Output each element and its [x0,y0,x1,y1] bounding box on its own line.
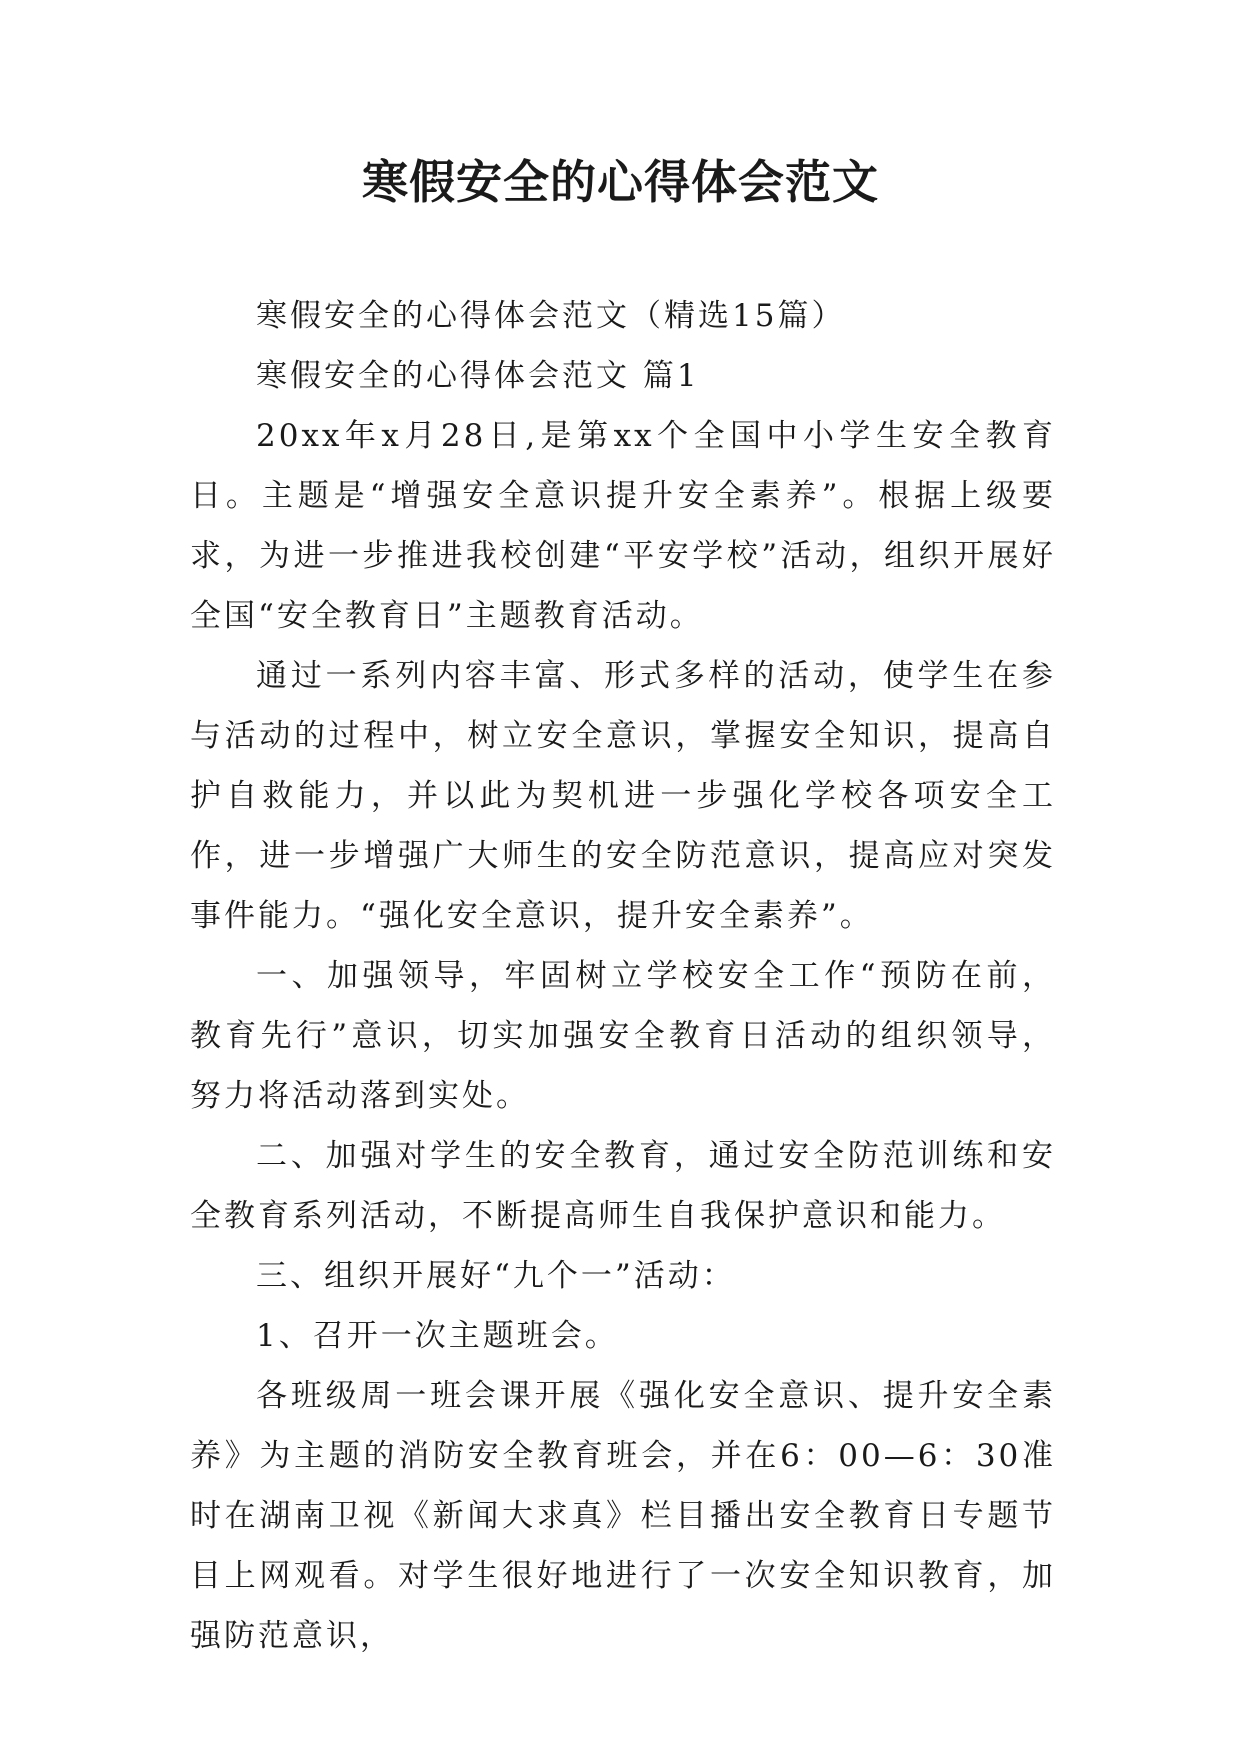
paragraph: 三、组织开展好“九个一”活动： [256,1258,736,1294]
paragraph: 20xx年x月28日,是第xx个全国中小学生安全教育日。主题是“增强安全意识提升安全素养”。根据上级要求，为进一步推进我校创建“平安学校”活动，组织开展好全国“安全教育日”主题教育活动。 [190,418,1056,634]
document-body [190,286,1056,1666]
paragraph-subtitle: 寒假安全的心得体会范文（精选15篇） [256,298,846,334]
paragraph: 一、加强领导，牢固树立学校安全工作“预防在前，教育先行”意识，切实加强安全教育日活动的组织领导，努力将活动落到实处。 [190,958,1056,1114]
paragraph-section-heading: 寒假安全的心得体会范文 篇1 [256,358,700,394]
paragraph: 二、加强对学生的安全教育，通过安全防范训练和安全教育系列活动，不断提高师生自我保护意识和能力。 [190,1138,1056,1234]
document-title: 寒假安全的心得体会范文 [362,155,879,209]
paragraph: 1、召开一次主题班会。 [256,1318,619,1354]
paragraph: 各班级周一班会课开展《强化安全意识、提升安全素养》为主题的消防安全教育班会，并在6：00—6：30准时在湖南卫视《新闻大求真》栏目播出安全教育日专题节目上网观看。对学生很好地进行了一次安全知识教育，加强防范意识， [190,1378,1056,1654]
paragraph: 通过一系列内容丰富、形式多样的活动，使学生在参与活动的过程中，树立安全意识，掌握安全知识，提高自护自救能力，并以此为契机进一步强化学校各项安全工作，进一步增强广大师生的安全防范意识，提高应对突发事件能力。“强化安全意识，提升安全素养”。 [190,658,1056,934]
